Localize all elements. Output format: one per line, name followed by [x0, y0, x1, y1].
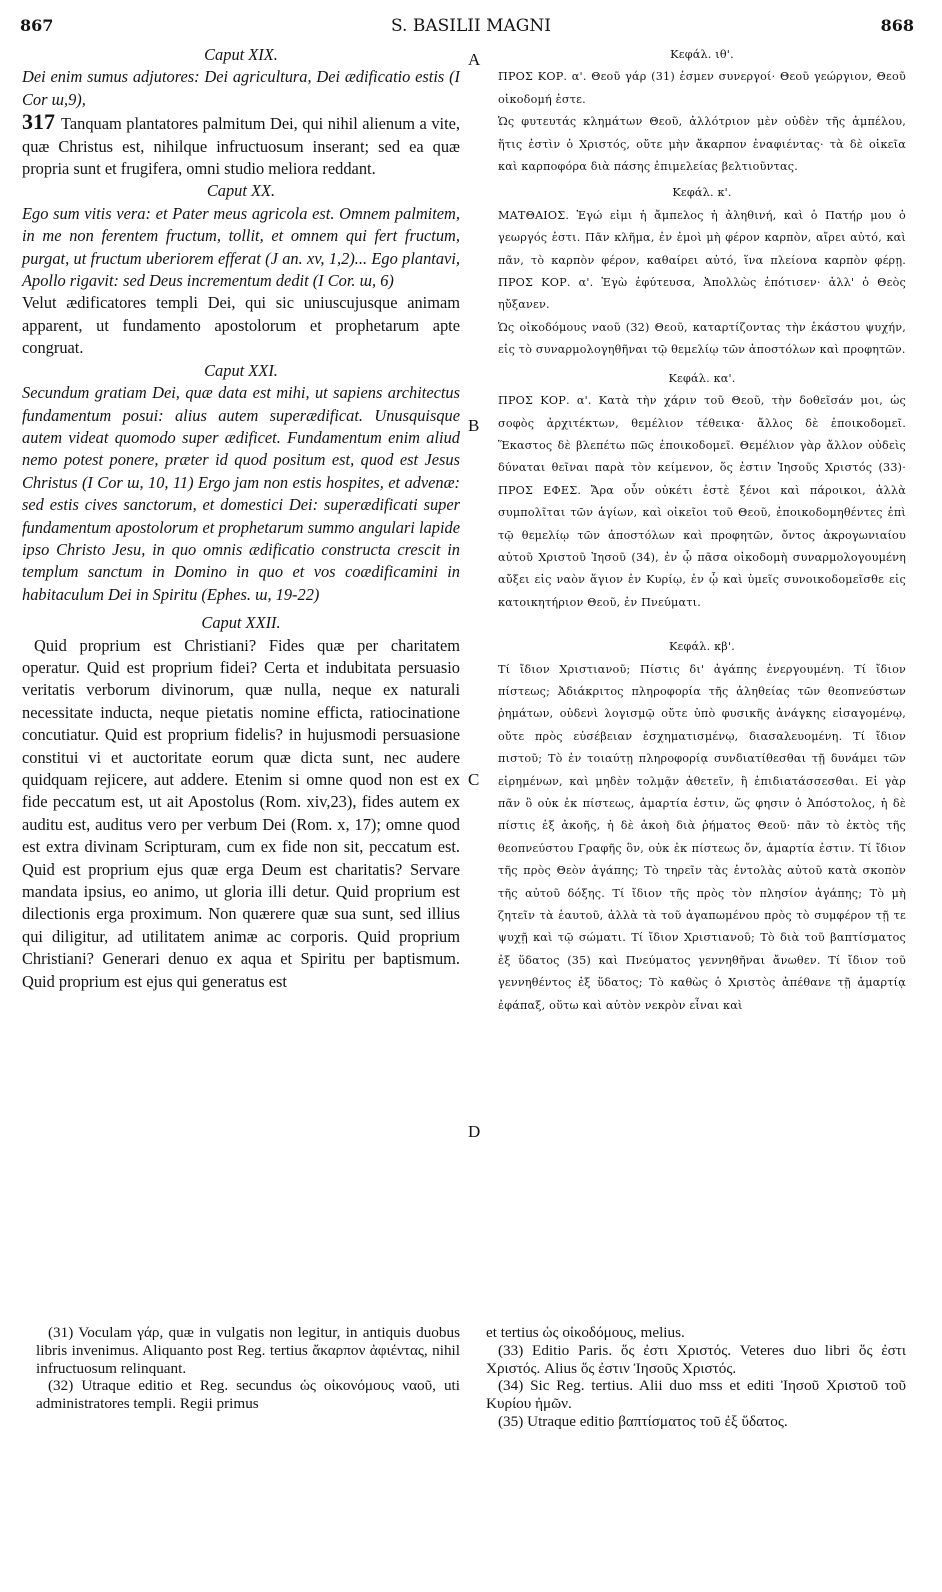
caput-22-body: Quid proprium est Christiani? Fides quæ per charitatem operatur. Quid est proprium fidei? Certa et indubitata persuasio veritatis verborum divinorum, quæ nulla, neque ex naturali necessitate inducta, neque pietatis nomine efficta, ratiocinatione concutiatur. Quid est proprium fidelis? in hujusmodi persuasione constitui vi et auctoritate eorum quæ dicta sunt, nec audere quidquam rejicere, aut addere. Etenim si omne quod non est ex fide peccatum est, ut ait Apostolus (Rom. xiv,23), fides autem ex auditu est, auditus vero per verbum Dei (Rom. x, 17); omne quod est extra divinam Scripturam, cum ex fide non sit, peccatum est. Quid est proprium ejus quæ erga Deum est charitatis? Servare mandata ipsius, eo animo, ut gloria illi detur. Quid proprium est dilectionis erga proximum. Non quærere quæ sua sunt, sed illius qui diligitur, ad utilitatem animæ ac corporis. Quid proprium Christiani? Generari denuo ex aqua et Spiritu per baptismum. Quid proprium est ejus qui generatus est: [22, 635, 460, 991]
kephal-21-heading: Κεφάλ. κα'.: [668, 371, 736, 385]
greek-column: [498, 44, 906, 1017]
page-number-left: 867: [20, 16, 54, 35]
caput-19-quote: Dei enim sumus adjutores: Dei agricultura, Dei ædificatio estis (I Cor ш,9),: [22, 67, 460, 109]
footnote-34: (34) Sic Reg. tertius. Alii duo mss et editi Ἰησοῦ Χριστοῦ τοῦ Κυρίου ἡμῶν.: [486, 1377, 906, 1413]
page-header: [0, 0, 942, 44]
margin-marker-a: A: [468, 50, 481, 69]
footnote-32-continued: et tertius ὡς οἰκοδόμους, melius.: [486, 1324, 685, 1341]
margin-marker-d: D: [468, 1122, 481, 1141]
caput-21-quote: Secundum gratiam Dei, quæ data est mihi, ut sapiens architectus fundamentum posui: alius autem superædificat. Unusquisque autem videat quomodo super ædificet. Fundamentum enim aliud nemo potest ponere, præter id quod positum est, quod est Jesus Christus (I Cor ш, 10, 11) Ergo jam non estis hospites, et advenæ: sed estis cives sanctorum, et domestici Dei: superædificati super fundamentum apostolorum et prophetarum summo angulari lapide ipso Christo Jesu, in quo omnis ædificatio constructa crescit in templum sanctum in Domino in quo et vos coædificamini in habitaculum Dei in Spiritu (Ephes. ш, 19-22): [22, 383, 460, 604]
kephal-19-heading: Κεφάλ. ιθ'.: [670, 48, 734, 61]
footnote-32: (32) Utraque editio et Reg. secundus ὡς οἰκονόμους ναοῦ, uti administratores templi. Regii primus: [36, 1377, 460, 1413]
caput-19-body: [22, 111, 460, 180]
caput-21-heading: Caput XXI.: [204, 360, 278, 380]
margin-marker-c: C: [468, 770, 480, 789]
caput-20-body: Velut ædificatores templi Dei, qui sic uniuscujusque animam apparent, ut fundamento apostolorum et prophetarum apte congruat.: [22, 293, 460, 358]
kephal-19-quote: ΠΡΟΣ ΚΟΡ. α'. Θεοῦ γάρ (31) ἐσμεν συνεργοί· Θεοῦ γεώργιον, Θεοῦ οἰκοδομή ἐστε.: [498, 70, 906, 106]
caput-22-heading: Caput XXII.: [201, 613, 281, 633]
kephal-20-heading: Κεφάλ. κ'.: [672, 186, 732, 200]
kephal-20-quote: ΜΑΤΘΑΙΟΣ. Ἐγώ εἰμι ἡ ἄμπελος ἡ ἀληθινή, καὶ ὁ Πατήρ μου ὁ γεωργός ἐστι. Πᾶν κλῆμα, ἐν ἐμοὶ μὴ φέρον καρπὸν, αἴρει αὐτό, καὶ πᾶν, τὸ καρπὸν φέρον, καθαίρει αὐτό, ἵνα πλείονα καρπὸν φέρῃ. ΠΡΟΣ ΚΟΡ. α'. Ἐγὼ ἐφύτευσα, Ἀπολλὼς ἐπότισεν· ἀλλ' ὁ Θεὸς ηὔξανεν.: [498, 208, 906, 312]
footnotes-right: [486, 1324, 906, 1431]
margin-number-317: 317: [22, 109, 55, 135]
footnote-33: (33) Editio Paris. ὅς ἐστι Χριστός. Veteres duo libri ὅς ἐστι Χριστός. Alius ὅς ἐστιν Ἰησοῦς Χριστός.: [486, 1341, 906, 1377]
footnote-35: (35) Utraque editio βαπτίσματος τοῦ ἐξ ὕδατος.: [498, 1412, 788, 1430]
latin-column: [22, 44, 460, 993]
caput-19-text: Tanquam plantatores palmitum Dei, qui nihil alienum a vite, quæ Christus est, nihilque infructuosum inserant; sed ea quæ propria sunt et frugifera, omni studio meliora reddant.: [22, 114, 460, 179]
kephal-19-body: Ὡς φυτευτάς κλημάτων Θεοῦ, ἀλλότριον μὲν οὐδὲν τῆς ἀμπέλου, ἥτις ἐστὶν ὁ Χριστός, οὔτε μὴν ἄκαρπον ἐναφιέντας· τὰ δὲ οἰκεῖα καὶ καρποφόρα διὰ πάσης ἐπιμελείας βελτιοῦντας.: [498, 115, 906, 174]
caput-20-heading: Caput XX.: [206, 181, 276, 201]
footnotes-left: [36, 1324, 460, 1413]
page-number-right: 868: [880, 16, 914, 35]
caput-19-heading: Caput XIX.: [204, 45, 278, 64]
caput-20-quote: Ego sum vitis vera: et Pater meus agricola est. Omnem palmitem, in me non ferentem fructum, tollit, et omnem qui fert fructum, purgat, ut fructum uberiorem efferat (J an. xv, 1,2)... Ego plantavi, Apollo rigavit: sed Deus incrementum dedit (I Cor. ш, 6): [22, 203, 460, 291]
kephal-21-quote: ΠΡΟΣ ΚΟΡ. α'. Κατὰ τὴν χάριν τοῦ Θεοῦ, τὴν δοθεῖσάν μοι, ὡς σοφὸς ἀρχιτέκτων, θεμέλιον τέθεικα· ἄλλος δὲ ἐποικοδομεῖ. Ἕκαστος δὲ βλεπέτω πῶς ἐποικοδομεῖ. Θεμέλιον γὰρ ἄλλον οὐδεὶς δύναται θεῖναι παρὰ τὸν κείμενον, ὅς ἐστιν Ἰησοῦς Χριστός (33)· ΠΡΟΣ ΕΦΕΣ. Ἄρα οὖν οὐκέτι ἐστὲ ξένοι καὶ πάροικοι, ἀλλὰ συμπολῖται τῶν ἁγίων, καὶ οἰκεῖοι τοῦ Θεοῦ, ἐποικοδομηθέντες ἐπὶ τῷ θεμελίῳ τῶν ἀποστόλων καὶ προφητῶν, ὄντος ἀκρογωνιαίου αὐτοῦ Χριστοῦ Ἰησοῦ (34), ἐν ᾧ πᾶσα οἰκοδομὴ συναρμολογουμένη αὔξει εἰς ναὸν ἅγιον ἐν Κυρίῳ, ἐν ᾧ καὶ ὑμεῖς συνοικοδομεῖσθε εἰς κατοικητήριον Θεοῦ, ἐν Πνεύματι.: [498, 394, 906, 609]
running-title: S. BASILII MAGNI: [391, 16, 551, 36]
kephal-22-body: Τί ἴδιον Χριστιανοῦ; Πίστις δι' ἀγάπης ἐνεργουμένη. Τί ἴδιον πίστεως; Ἀδιάκριτος πληροφορία τῆς ἀληθείας τῶν θεοπνεύστων ῥημάτων, οὐδενὶ λογισμῷ οὔτε ὑπὸ φυσικῆς ἀνάγκης εἰσαγομένῳ, οὔτε πρὸς εὐσέβειαν ἐσχηματισμένῳ, διασαλευομένη. Τί ἴδιον πιστοῦ; Τὸ ἐν τοιαύτῃ πληροφορίᾳ συνδιατίθεσθαι τῇ δυνάμει τῶν εἰρημένων, καὶ μηδὲν τολμᾷν ἀθετεῖν, ἢ ἐπιδιατάσσεσθαι. Εἰ γὰρ πᾶν ὃ οὐκ ἐκ πίστεως, ἁμαρτία ἐστιν, ὥς φησιν ὁ Ἀπόστολος, ἡ δὲ πίστις ἐξ ἀκοῆς, ἡ δὲ ἀκοὴ διὰ ῥήματος Θεοῦ· πᾶν τὸ ἐκτὸς τῆς θεοπνεύστου Γραφῆς ὃν, οὐκ ἐκ πίστεως ὄν, ἁμαρτία ἐστιν. Τί ἴδιον τῆς πρὸς Θεὸν ἀγάπης; Τὸ τηρεῖν τὰς ἐντολὰς αὐτοῦ κατὰ σκοπὸν τῆς αὐτοῦ δόξης. Τί ἴδιον τῆς πρὸς τὸν πλησίον ἀγάπης; Τὸ μὴ ζητεῖν τὰ ἑαυτοῦ, ἀλλὰ τὰ τοῦ ἀγαπωμένου πρὸς τὸ συμφέρον τῇ τε ψυχῇ καὶ τῷ σώματι. Τί ἴδιον Χριστιανοῦ; Τὸ διὰ τοῦ βαπτίσματος ἐξ ὕδατος (35) καὶ Πνεύματος γεννηθῆναι ἄνωθεν. Τί ἴδιον τοῦ γεννηθέντος ἐξ ὕδατος; Τὸ καθὼς ὁ Χριστὸς ἀπέθανε τῇ ἁμαρτίᾳ ἐφάπαξ, οὕτω καὶ αὐτὸν νεκρὸν εἶναι καὶ: [498, 662, 906, 1012]
footnote-31: (31) Voculam γάρ, quæ in vulgatis non legitur, in antiquis duobus libris invenimus. Aliquanto post Reg. tertius ἄκαρπον ἀφιέντας, nihil infructuosum relinquant.: [36, 1324, 460, 1377]
kephal-22-heading: Κεφάλ. κβ'.: [668, 640, 736, 654]
margin-marker-b: B: [468, 416, 480, 435]
kephal-20-body: Ὡς οἰκοδόμους ναοῦ (32) Θεοῦ, καταρτίζοντας τὴν ἑκάστου ψυχήν, εἰς τὸ συναρμολογηθῆναι τῷ θεμελίῳ τῶν ἀποστόλων καὶ προφητῶν.: [498, 320, 906, 357]
